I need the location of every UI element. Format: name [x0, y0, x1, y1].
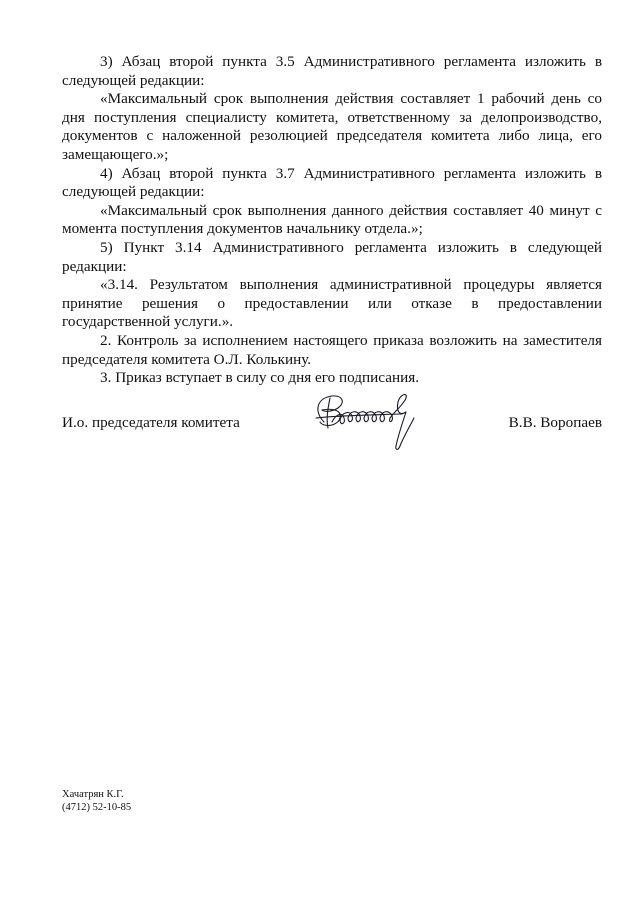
paragraph-quote-3-14: «3.14. Результатом выполнения административной процедуры является принятие решения о предоставлении или отказе в предоставлении государственной услуги.».	[62, 276, 602, 331]
paragraph-amendment-5: 5) Пункт 3.14 Административного регламента изложить в следующей редакции:	[62, 238, 602, 275]
paragraph-amendment-4: 4) Абзац второй пункта 3.7 Административного регламента изложить в следующей редакции:	[62, 164, 602, 201]
paragraph-control: 2. Контроль за исполнением настоящего приказа возложить на заместителя председателя комитета О.Л. Колькину.	[62, 331, 602, 368]
signatory-title: И.о. председателя комитета	[62, 414, 240, 431]
executor-footer	[62, 788, 131, 814]
executor-phone: (4712) 52-10-85	[62, 802, 132, 813]
paragraph-quote-3-5: «Максимальный срок выполнения действия составляет 1 рабочий день со дня поступления специалисту комитета, ответственному за делопроизводство, документов с наложенной резолюцией председателя комитета либо лица, его замещающего.»;	[62, 90, 602, 163]
handwritten-signature	[302, 388, 442, 458]
document-body	[62, 53, 602, 388]
paragraph-amendment-3: 3) Абзац второй пункта 3.5 Административного регламента изложить в следующей редакции:	[62, 53, 602, 89]
paragraph-effective: 3. Приказ вступает в силу со дня его подписания.	[100, 369, 419, 387]
executor-name: Хачатрян К.Г.	[62, 789, 124, 800]
signatory-name: В.В. Воропаев	[508, 414, 602, 431]
paragraph-quote-3-7: «Максимальный срок выполнения данного действия составляет 40 минут с момента поступления документов начальнику отдела.»;	[62, 201, 602, 238]
